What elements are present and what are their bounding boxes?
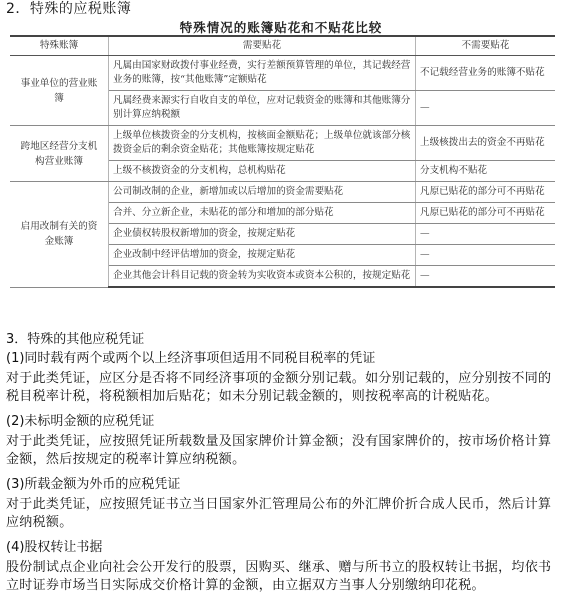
need-cell: 上级单位核拨资金的分支机构，按核面金额贴花；上级单位就该部分核拨资金后的剩余资金贴花；其他账簿按规定贴花 bbox=[109, 126, 416, 161]
need-cell: 企业改制中经评估增加的资金，按规定贴花 bbox=[109, 245, 416, 266]
item3-body: 对于此类凭证，应按照凭证书立当日国家外汇管理局公布的外汇牌价折合成人民币，然后计算应纳税额。 bbox=[6, 497, 552, 530]
item2-body: 对于此类凭证，应按照凭证所载数量及国家牌价计算金额；没有国家牌价的，按市场价格计算金额，然后按规定的税率计算应纳税额。 bbox=[6, 434, 552, 467]
stamp-tax-table bbox=[10, 35, 555, 288]
section2-heading: 2．特殊的应税账簿 bbox=[6, 1, 132, 17]
category-cell: 启用改制有关的资金账簿 bbox=[10, 182, 109, 288]
noneed-cell: 上级核拨出去的资金不再贴花 bbox=[416, 126, 556, 161]
noneed-cell: 分支机构不贴花 bbox=[416, 161, 556, 182]
noneed-cell: 凡原已贴花的部分可不再贴花 bbox=[416, 203, 556, 224]
noneed-cell: — bbox=[416, 91, 556, 126]
category-cell: 事业单位的营业账簿 bbox=[10, 56, 109, 126]
table-row bbox=[10, 182, 555, 203]
item2-label: (2)未标明金额的应税凭证 bbox=[6, 414, 155, 429]
item4-body: 股份制试点企业向社会公开发行的股票，因购买、继承、赠与所书立的股权转让书据，均依书立时证券市场当日实际成交价格计算的金额，由立据双方当事人分别缴纳印花税。 bbox=[6, 560, 552, 593]
need-cell: 企业债权转股权新增加的资金，按规定贴花 bbox=[109, 224, 416, 245]
noneed-cell: 不记载经营业务的账簿不贴花 bbox=[416, 56, 556, 91]
item1-body: 对于此类凭证，应区分是否将不同经济事项的金额分别记载。如分别记载的，应分别按不同的税目税率计税，将税额相加后贴花；如未分别记载金额的，则按税率高的计税贴花。 bbox=[6, 371, 552, 404]
need-cell: 凡属经费来源实行自收自支的单位，应对记载资金的账簿和其他账簿分别计算应纳税额 bbox=[109, 91, 416, 126]
header-need-stamp: 需要贴花 bbox=[109, 36, 416, 56]
table-row bbox=[10, 56, 555, 91]
noneed-cell: — bbox=[416, 245, 556, 266]
need-cell: 企业其他会计科目记载的资金转为实收资本或资本公积的，按规定贴花 bbox=[109, 266, 416, 288]
need-cell: 凡属由国家财政拨付事业经费，实行差额预算管理的单位，其记载经营业务的账簿，按“其他账簿”定额贴花 bbox=[109, 56, 416, 91]
item3-label: (3)所载金额为外币的应税凭证 bbox=[6, 477, 181, 492]
header-no-stamp: 不需要贴花 bbox=[416, 36, 556, 56]
section3-heading: 3．特殊的其他应税凭证 bbox=[6, 332, 145, 347]
need-cell: 公司制改制的企业，新增加或以后增加的资金需要贴花 bbox=[109, 182, 416, 203]
need-cell: 上级不核拨资金的分支机构，总机构贴花 bbox=[109, 161, 416, 182]
table-header-row bbox=[10, 36, 555, 56]
noneed-cell: — bbox=[416, 224, 556, 245]
item1-label: (1)同时载有两个或两个以上经济事项但适用不同税目税率的凭证 bbox=[6, 351, 376, 366]
table-row bbox=[10, 126, 555, 161]
noneed-cell: 凡原已贴花的部分可不再贴花 bbox=[416, 182, 556, 203]
header-special-books: 特殊账簿 bbox=[10, 36, 109, 56]
item4-label: (4)股权转让书据 bbox=[6, 540, 103, 555]
table-title: 特殊情况的账簿贴花和不贴花比较 bbox=[179, 20, 383, 35]
category-cell: 跨地区经营分支机构营业账簿 bbox=[10, 126, 109, 182]
noneed-cell: — bbox=[416, 266, 556, 288]
need-cell: 合并、分立新企业，未贴花的部分和增加的部分贴花 bbox=[109, 203, 416, 224]
